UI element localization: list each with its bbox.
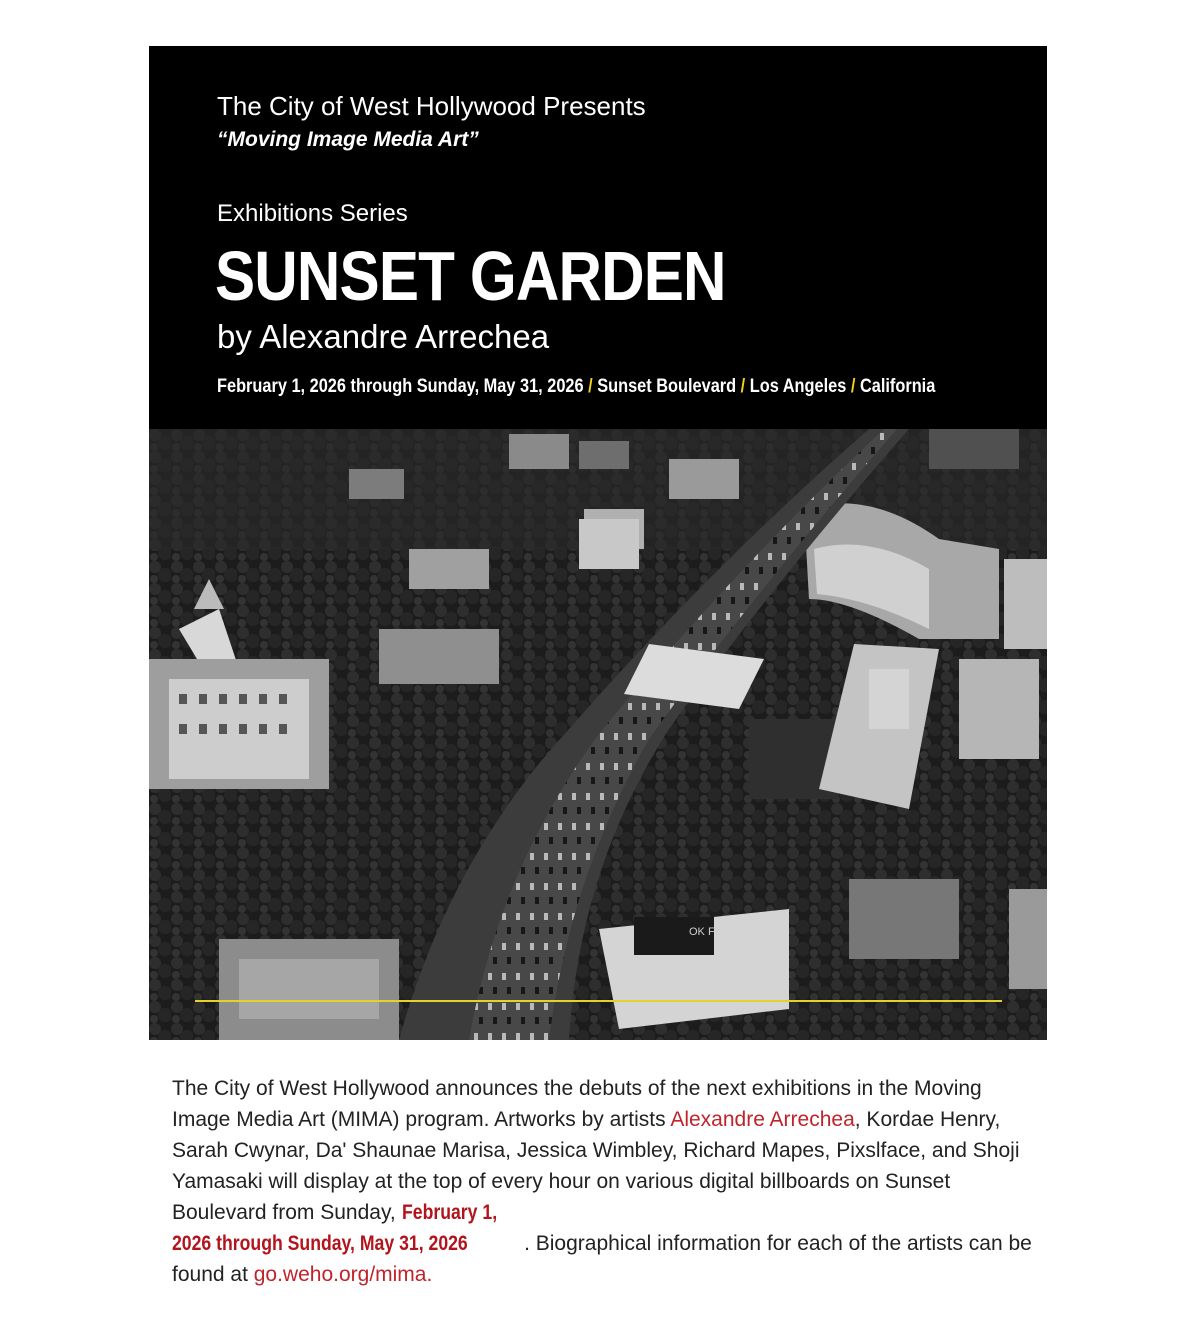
artist-link[interactable]: Alexandre Arrechea	[670, 1108, 855, 1131]
presenter-line: The City of West Hollywood Presents	[217, 91, 646, 121]
location-street: Sunset Boulevard	[597, 376, 737, 397]
announcement-paragraph	[172, 1073, 1042, 1290]
poster-header	[149, 46, 1047, 429]
exhibition-dates: February 1, 2026 through Sunday, May 31, 2026	[217, 376, 584, 397]
poster	[149, 46, 1047, 1040]
body-intro: The City of West Hollywood announces the debuts of the next exhibitions in the Moving Image Media Art (MIMA) program. Artworks by artists	[172, 1077, 982, 1131]
body-outro: . Biographical information for each of the artists can be found at	[172, 1232, 1032, 1286]
body-artists: , Kordae Henry, Sarah Cwynar, Da' Shaunae Marisa, Jessica Wimbley, Richard Mapes, Pixslface, and Shoji Yamasaki will display at the top of every hour on various digital billboards on Sunset Boulevard from Sunday,	[172, 1108, 1020, 1224]
separator: /	[740, 376, 746, 397]
mima-url-link[interactable]: go.weho.org/mima.	[253, 1263, 433, 1286]
dates-location-line	[217, 376, 935, 398]
aerial-city-photo-icon	[149, 429, 1047, 1040]
exhibition-title: SUNSET GARDEN	[215, 237, 726, 315]
separator: /	[588, 376, 593, 397]
series-label: Exhibitions Series	[217, 200, 408, 227]
billboard-text: OK Fit	[689, 926, 721, 938]
dates-highlight-1: February 1,	[401, 1201, 497, 1224]
program-name: “Moving Image Media Art”	[217, 128, 479, 151]
dates-highlight-2: 2026 through Sunday, May 31, 2026	[172, 1232, 468, 1255]
separator: /	[850, 376, 856, 397]
location-city: Los Angeles	[749, 376, 847, 397]
location-state: California	[859, 376, 936, 397]
artist-byline: by Alexandre Arrechea	[217, 318, 550, 355]
